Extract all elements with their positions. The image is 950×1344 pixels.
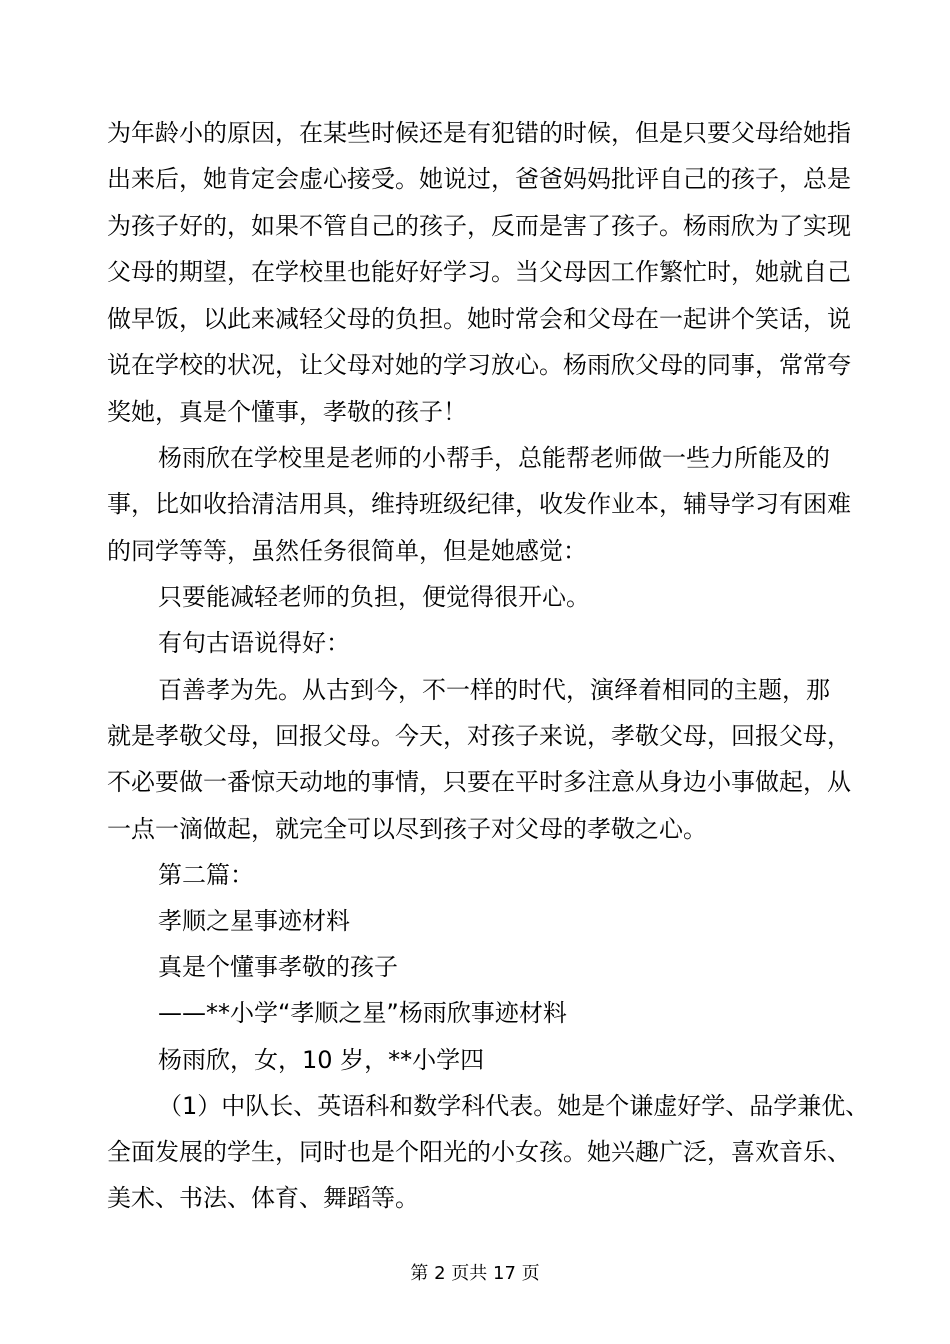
paragraph-line: 出来后，她肯定会虚心接受。她说过，爸爸妈妈批评自己的孩子，总是 (107, 165, 851, 193)
paragraph-line: 全面发展的学生，同时也是个阳光的小女孩。她兴趣广泛，喜欢音乐、 (107, 1138, 851, 1166)
paragraph-line: （1）中队长、英语科和数学科代表。她是个谦虚好学、品学兼优、 (158, 1092, 870, 1120)
paragraph-line: 的同学等等，虽然任务很简单，但是她感觉： (107, 537, 587, 565)
paragraph-line: 父母的期望，在学校里也能好好学习。当父母因工作繁忙时，她就自己 (107, 258, 851, 286)
paragraph-line: 美术、书法、体育、舞蹈等。 (107, 1184, 419, 1212)
paragraph-line: 说在学校的状况，让父母对她的学习放心。杨雨欣父母的同事，常常夸 (107, 351, 851, 379)
paragraph-line: 奖她，真是个懂事，孝敬的孩子！ (107, 398, 467, 426)
paragraph-line: 做早饭，以此来减轻父母的负担。她时常会和父母在一起讲个笑话，说 (107, 305, 851, 333)
paragraph-line: 有句古语说得好： (158, 629, 350, 657)
paragraph-line: 不必要做一番惊天动地的事情，只要在平时多注意从身边小事做起，从 (107, 768, 851, 796)
document-title: 孝顺之星事迹材料 (158, 907, 350, 935)
document-subtitle: 真是个懂事孝敬的孩子 (158, 953, 398, 981)
paragraph-line: 为孩子好的，如果不管自己的孩子，反而是害了孩子。杨雨欣为了实现 (107, 212, 851, 240)
paragraph-line: 只要能减轻老师的负担，便觉得很开心。 (158, 583, 590, 611)
section-heading: 第二篇： (158, 861, 254, 889)
document-byline: ——**小学“孝顺之星”杨雨欣事迹材料 (158, 999, 567, 1027)
paragraph-line: 就是孝敬父母，回报父母。今天，对孩子来说，孝敬父母，回报父母， (107, 722, 851, 750)
page-footer: 第 2 页共 17 页 (410, 1263, 540, 1284)
paragraph-line: 一点一滴做起，就完全可以尽到孩子对父母的孝敬之心。 (107, 815, 707, 843)
paragraph-line: 事，比如收拾清洁用具，维持班级纪律，收发作业本，辅导学习有困难 (107, 490, 851, 518)
paragraph-line: 为年龄小的原因，在某些时候还是有犯错的时候，但是只要父母给她指 (107, 119, 851, 147)
paragraph-line: 百善孝为先。从古到今，不一样的时代，演绎着相同的主题，那 (158, 676, 830, 704)
paragraph-line: 杨雨欣在学校里是老师的小帮手，总能帮老师做一些力所能及的 (158, 444, 830, 472)
paragraph-line: 杨雨欣，女，10 岁，**小学四 (158, 1046, 485, 1074)
